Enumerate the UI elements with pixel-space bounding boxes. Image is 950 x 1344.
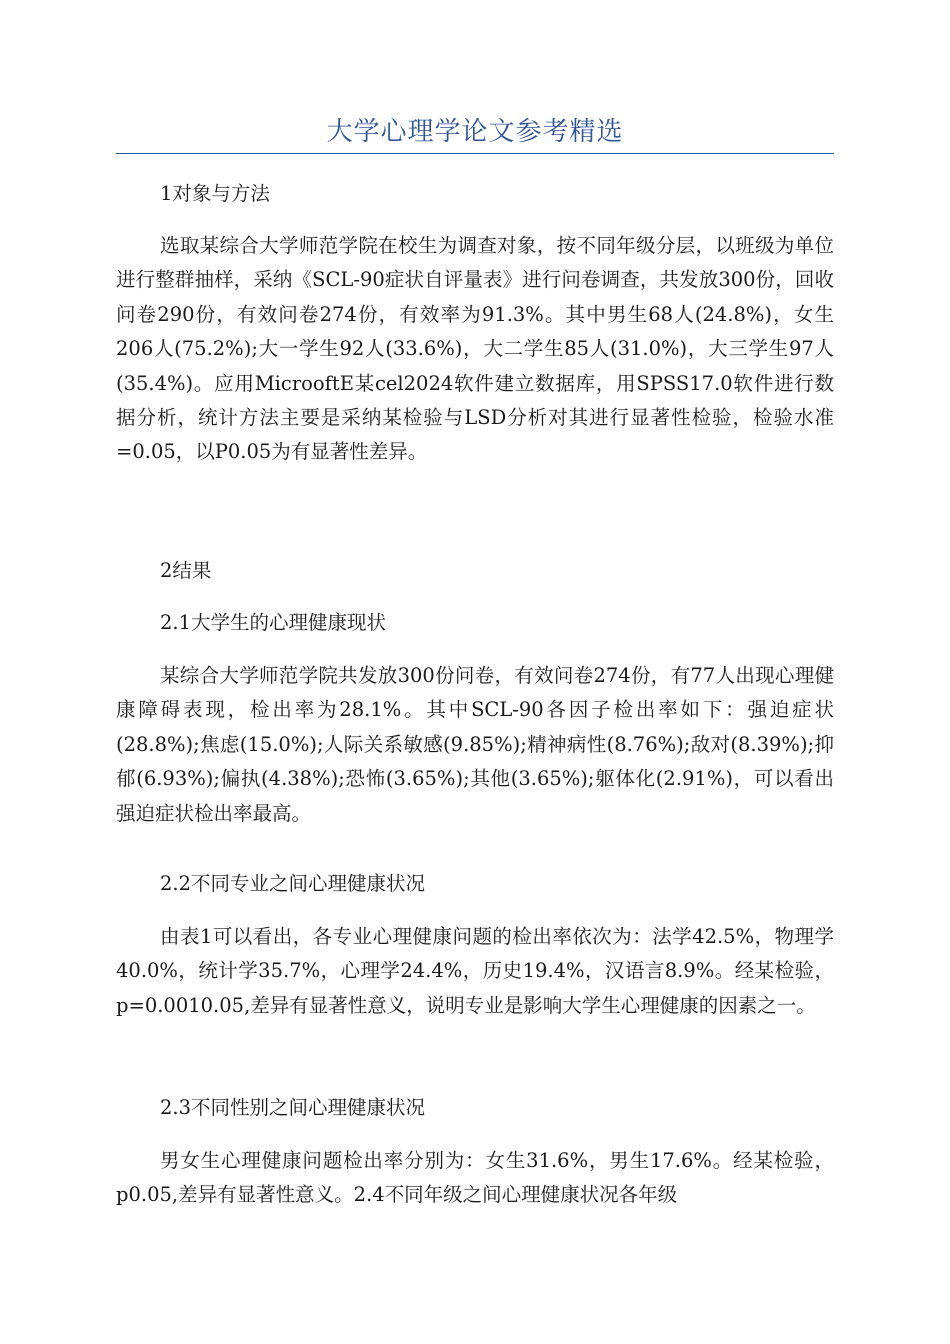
subsection-heading-2-3: 2.3不同性别之间心理健康状况 — [160, 1096, 426, 1119]
paragraph-methods: 选取某综合大学师范学院在校生为调查对象，按不同年级分层，以班级为单位进行整群抽样，采纳《SCL-90症状自评量表》进行问卷调查，共发放300份，回收问卷290份，有效问卷274份，有效率为91.3%。其中男生68人(24.8%)，女生206人(75.2%);大一学生92人(33.6%)，大二学生85人(31.0%)，大三学生97人(35.4%)。应用MicrooftE某cel2024软件建立数据库，用SPSS17.0软件进行数据分析，统计方法主要是采纳某检验与LSD分析对其进行显著性检验，检验水准=0.05，以P0.05为有显著性差异。 — [116, 234, 834, 464]
title-underline — [116, 153, 834, 154]
paragraph-majors: 由表1可以看出，各专业心理健康问题的检出率依次为：法学42.5%，物理学40.0%，统计学35.7%，心理学24.4%，历史19.4%，汉语言8.9%。经某检验，p=0.0010.05,差异有显著性意义，说明专业是影响大学生心理健康的因素之一。 — [116, 925, 834, 1017]
paragraph-gender: 男女生心理健康问题检出率分别为：女生31.6%，男生17.6%。经某检验，p0.05,差异有显著性意义。2.4不同年级之间心理健康状况各年级 — [116, 1149, 834, 1207]
section-heading-results: 2结果 — [160, 559, 212, 582]
section-heading-methods: 1对象与方法 — [160, 182, 270, 205]
subsection-heading-2-1: 2.1大学生的心理健康现状 — [160, 611, 387, 634]
paragraph-mental-health-status: 某综合大学师范学院共发放300份问卷，有效问卷274份，有77人出现心理健康障碍表现，检出率为28.1%。其中SCL-90各因子检出率如下：强迫症状(28.8%);焦虑(15.0%);人际关系敏感(9.85%);精神病性(8.76%);敌对(8.39%);抑郁(6.93%);偏执(4.38%);恐怖(3.65%);其他(3.65%);躯体化(2.91%)，可以看出强迫症状检出率最高。 — [116, 664, 834, 825]
subsection-heading-2-2: 2.2不同专业之间心理健康状况 — [160, 872, 426, 895]
document-title: 大学心理学论文参考精选 — [326, 117, 624, 147]
